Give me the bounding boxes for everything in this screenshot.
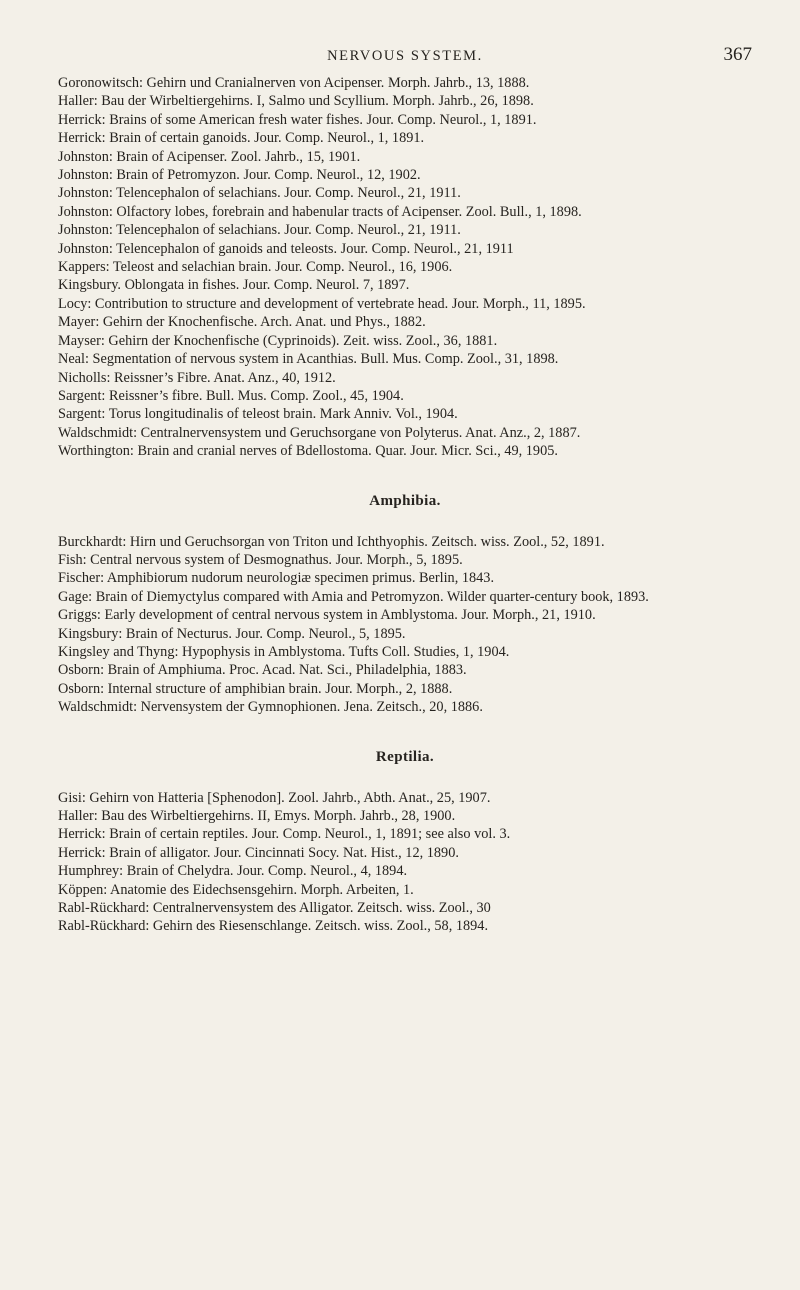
reptilia-reference-list [58, 789, 752, 936]
reference-item: Kingsbury. Oblongata in fishes. Jour. Comp. Neurol. 7, 1897. [58, 277, 410, 294]
reference-item: Humphrey: Brain of Chelydra. Jour. Comp. Neurol., 4, 1894. [58, 863, 408, 880]
section-heading-reptilia: Reptilia. [375, 748, 435, 765]
reference-item: Waldschmidt: Centralnervensystem und Geruchsorgane von Polyterus. Anat. Anz., 2, 1887. [58, 424, 581, 441]
reference-item: Herrick: Brain of certain ganoids. Jour. Comp. Neurol., 1, 1891. [58, 130, 425, 147]
reference-item: Mayser: Gehirn der Knochenfische (Cyprinoids). Zeit. wiss. Zool., 36, 1881. [58, 332, 498, 349]
reference-item: Herrick: Brain of alligator. Jour. Cincinnati Socy. Nat. Hist., 12, 1890. [58, 844, 459, 861]
reference-item: Johnston: Telencephalon of selachians. Jour. Comp. Neurol., 21, 1911. [58, 222, 461, 239]
reference-item: Burckhardt: Hirn und Geruchsorgan von Triton und Ichthyophis. Zeitsch. wiss. Zool., 52, 1891. [58, 533, 605, 550]
reference-item: Sargent: Torus longitudinalis of teleost brain. Mark Anniv. Vol., 1904. [58, 406, 458, 423]
reference-item: Sargent: Reissner’s fibre. Bull. Mus. Comp. Zool., 45, 1904. [58, 387, 404, 404]
reference-item: Köppen: Anatomie des Eidechsensgehirn. Morph. Arbeiten, 1. [58, 881, 414, 898]
reference-item: Neal: Segmentation of nervous system in Acanthias. Bull. Mus. Comp. Zool., 31, 1898. [58, 351, 559, 368]
reference-item: Gisi: Gehirn von Hatteria [Sphenodon]. Zool. Jahrb., Abth. Anat., 25, 1907. [58, 789, 491, 806]
reference-item: Fischer: Amphibiorum nudorum neurologiæ specimen primus. Berlin, 1843. [58, 570, 495, 587]
reference-item: Osborn: Internal structure of amphibian brain. Jour. Morph., 2, 1888. [58, 680, 453, 697]
reference-item: Waldschmidt: Nervensystem der Gymnophionen. Jena. Zeitsch., 20, 1886. [58, 699, 483, 716]
reference-item: Gage: Brain of Diemyctylus compared with Amia and Petromyzon. Wilder quarter-century book, 1893. [58, 588, 649, 605]
reference-item: Johnston: Brain of Acipenser. Zool. Jahrb., 15, 1901. [58, 148, 361, 165]
reference-item: Kingsbury: Brain of Necturus. Jour. Comp. Neurol., 5, 1895. [58, 625, 406, 642]
section-heading-amphibia: Amphibia. [369, 492, 441, 509]
reference-item: Nicholls: Reissner’s Fibre. Anat. Anz., 40, 1912. [58, 369, 336, 386]
reference-item: Goronowitsch: Gehirn und Cranialnerven von Acipenser. Morph. Jahrb., 13, 1888. [58, 75, 530, 91]
reference-item: Herrick: Brains of some American fresh water fishes. Jour. Comp. Neurol., 1, 1891. [58, 111, 537, 128]
fishes-reference-list [58, 74, 752, 461]
reference-item: Rabl-Rückhard: Gehirn des Riesenschlange. Zeitsch. wiss. Zool., 58, 1894. [58, 918, 489, 935]
reference-item: Worthington: Brain and cranial nerves of Bdellostoma. Quar. Jour. Micr. Sci., 49, 1905. [58, 443, 558, 460]
page [58, 44, 752, 936]
reference-item: Johnston: Telencephalon of selachians. Jour. Comp. Neurol., 21, 1911. [58, 185, 461, 202]
reference-item: Johnston: Brain of Petromyzon. Jour. Comp. Neurol., 12, 1902. [58, 167, 421, 184]
reference-item: Haller: Bau des Wirbeltiergehirns. II, Emys. Morph. Jahrb., 28, 1900. [58, 808, 456, 824]
page-number: 367 [723, 44, 752, 65]
reference-item: Rabl-Rückhard: Centralnervensystem des Alligator. Zeitsch. wiss. Zool., 30 [58, 900, 491, 917]
reference-item: Griggs: Early development of central nervous system in Amblystoma. Jour. Morph., 21, 1910. [58, 607, 596, 624]
reference-item: Osborn: Brain of Amphiuma. Proc. Acad. Nat. Sci., Philadelphia, 1883. [58, 662, 467, 679]
amphibia-reference-list [58, 533, 752, 717]
reference-item: Kappers: Teleost and selachian brain. Jour. Comp. Neurol., 16, 1906. [58, 259, 453, 276]
reference-item: Herrick: Brain of certain reptiles. Jour. Comp. Neurol., 1, 1891; see also vol. 3. [58, 826, 511, 843]
reference-item: Johnston: Telencephalon of ganoids and teleosts. Jour. Comp. Neurol., 21, 1911 [58, 240, 514, 257]
reference-item: Locy: Contribution to structure and development of vertebrate head. Jour. Morph., 11, 1895. [58, 295, 586, 312]
reference-item: Fish: Central nervous system of Desmognathus. Jour. Morph., 5, 1895. [58, 551, 463, 568]
running-head: NERVOUS SYSTEM. [327, 48, 483, 64]
reference-item: Mayer: Gehirn der Knochenfische. Arch. Anat. und Phys., 1882. [58, 314, 426, 331]
reference-item: Kingsley and Thyng: Hypophysis in Amblystoma. Tufts Coll. Studies, 1, 1904. [58, 643, 510, 660]
page-header [58, 44, 752, 74]
reference-item: Johnston: Olfactory lobes, forebrain and habenular tracts of Acipenser. Zool. Bull., 1, 1898. [58, 203, 582, 220]
reference-item: Haller: Bau der Wirbeltiergehirns. I, Salmo und Scyllium. Morph. Jahrb., 26, 1898. [58, 93, 534, 110]
